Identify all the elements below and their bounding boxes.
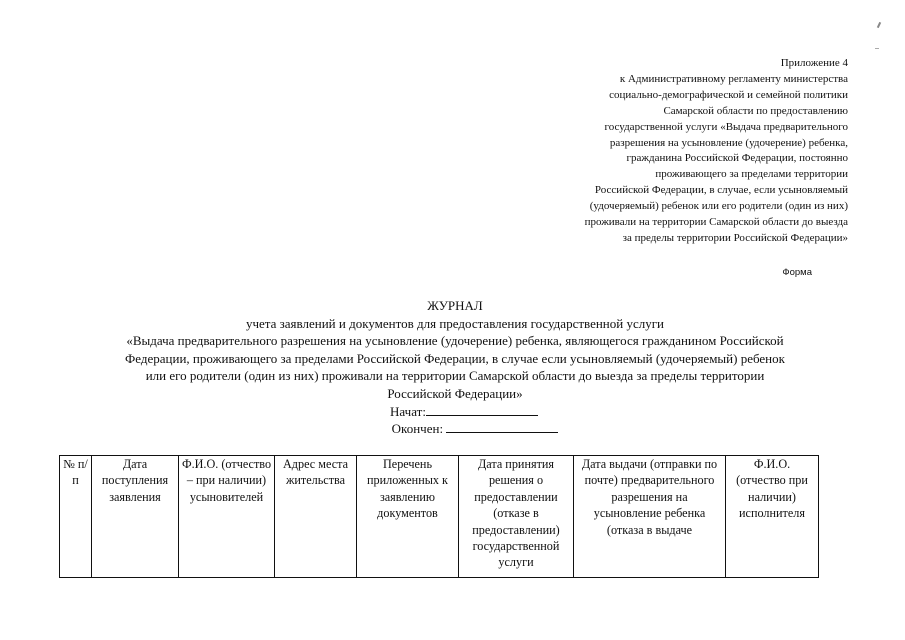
ended-label: Окончен: [391,421,444,437]
started-row [58,403,870,421]
started-label: Начат: [390,403,426,419]
column-header-address: Адрес места жительства [275,456,357,578]
appendix-line: к Административному регламенту министерства [619,72,848,85]
started-blank-line [426,403,538,416]
table-header-row [60,456,819,578]
column-header-number: № п/п [60,456,92,578]
appendix-line: Приложение 4 [780,57,848,69]
scan-artifact [875,48,879,49]
column-header-decision-date: Дата принятия решения о предоставлении (отказе в предоставлении) государственной услуги [459,456,574,578]
journal-heading: ЖУРНАЛ [427,298,483,313]
title-line: или его родители (один из них) проживали на территории Самарской области до выезда за пределы территории [145,368,765,384]
column-header-documents-list: Перечень приложенных к заявлению документов [357,456,459,578]
appendix-line: гражданина Российской Федерации, постоянно [626,152,848,165]
column-header-executor-name: Ф.И.О. (отчество при наличии) исполнителя [726,456,819,578]
title-line: «Выдача предварительного разрешения на усыновление (удочерение) ребенка, являющегося гражданином Российской [126,333,784,349]
ended-row [80,420,870,438]
column-header-receipt-date: Дата поступления заявления [92,456,179,578]
scan-artifact [877,22,881,28]
appendix-line: (удочеряемый) ребенок или его родители (один из них) [589,200,848,213]
appendix-line: проживали на территории Самарской области до выезда [584,216,848,229]
appendix-line: проживающего за пределами территории [655,168,848,181]
title-line: Российской Федерации» [387,385,523,401]
ended-blank-line [446,420,558,433]
form-label: Форма [782,267,812,278]
appendix-line: Самарской области по предоставлению [663,104,848,117]
column-header-issue-date: Дата выдачи (отправки по почте) предварительного разрешения на усыновление ребенка (отказа в выдаче [574,456,726,578]
appendix-line: государственной услуги «Выдача предварительного [604,120,848,133]
appendix-header [520,56,848,247]
journal-table [59,455,819,578]
title-line: учета заявлений и документов для предоставления государственной услуги [245,315,665,331]
column-header-adopters-name: Ф.И.О. (отчество – при наличии) усыновителей [179,456,275,578]
appendix-line: за пределы территории Российской Федерации» [622,231,848,244]
title-line: Федерации, проживающего за пределами Российской Федерации, в случае если усыновляемый (удочеряемый) ребенок [125,350,785,366]
appendix-line: социально-демографической и семейной политики [609,88,848,101]
appendix-line: Российской Федерации, в случае, если усыновляемый [594,184,848,197]
appendix-line: разрешения на усыновление (удочерение) ребенка, [609,136,848,149]
journal-title-block [40,297,870,438]
